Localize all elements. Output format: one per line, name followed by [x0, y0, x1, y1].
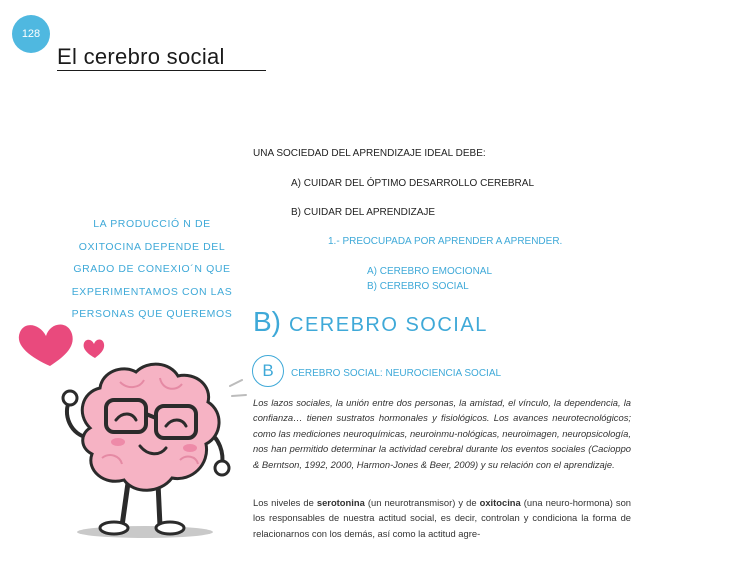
section-title: CEREBRO SOCIAL — [289, 314, 488, 336]
side-quote-line: EXPERIMENTAMOS CON LAS — [71, 285, 233, 298]
outline-item-b: B) CUIDAR DEL APRENDIZAJE — [291, 207, 436, 218]
section-badge-letter: B — [262, 361, 274, 380]
outline-item-a: A) CUIDAR DEL ÓPTIMO DESARROLLO CEREBRAL — [291, 178, 535, 189]
side-quote-line: GRADO DE CONEXIO´N QUE — [73, 263, 231, 275]
term-serotonina: serotonina — [316, 497, 365, 508]
side-quote-line: OXITOCINA DEPENDE DEL — [78, 240, 226, 253]
paragraph-2-text: (una neuro-hormona) son los responsables de nuestra actitud social, es decir, controlan y condiciona la forma de relacionarnos con los demás, así como la actitud agre- — [253, 497, 631, 539]
outline-intro: UNA SOCIEDAD DEL APRENDIZAJE IDEAL DEBE: — [253, 148, 486, 159]
title-underline — [57, 70, 266, 71]
outline-item-b1a: A) CEREBRO EMOCIONAL — [367, 266, 493, 277]
brain-mascot-icon — [10, 318, 250, 543]
section-badge — [252, 355, 284, 387]
heart-icon — [84, 340, 105, 359]
section-subheading: CEREBRO SOCIAL: NEUROCIENCIA SOCIAL — [291, 368, 502, 379]
paragraph-2-text: Los niveles de — [253, 497, 317, 508]
side-quote-line: PERSONAS QUE QUEREMOS — [71, 308, 233, 320]
section-heading — [253, 306, 488, 338]
paragraph-2 — [253, 495, 631, 541]
side-quote-line: LA PRODUCCIÓ N DE — [93, 218, 211, 230]
page-number: 128 — [21, 28, 41, 40]
page-number-badge — [12, 15, 50, 53]
term-oxitocina: oxitocina — [479, 497, 521, 508]
outline-item-b1: 1.- PREOCUPADA POR APRENDER A APRENDER. — [328, 236, 563, 247]
page-title: El cerebro social — [57, 44, 225, 69]
paragraph-1: Los lazos sociales, la unión entre dos personas, la amistad, el vínculo, la dependencia, la confianza… tienen sustratos hormonales y fisiológicos. Los avances neurotecnológicos; como las mediciones neuroquímicas, neuroinmu-nológicas, neuroimagen, neuropsicología, nos han permitido determinar la actividad cerebral durante los eventos sociales (Cacioppo & Berntson, 1992, 2000, Harmon-Jones & Beer, 2009) y su relación con el aprendizaje. — [253, 397, 631, 470]
paragraph-2-text: (un neurotransmisor) y de — [364, 497, 480, 508]
heart-icon — [19, 324, 73, 366]
side-quote — [52, 213, 252, 326]
outline-item-b1b: B) CEREBRO SOCIAL — [367, 281, 469, 292]
section-letter: B) — [253, 306, 281, 337]
